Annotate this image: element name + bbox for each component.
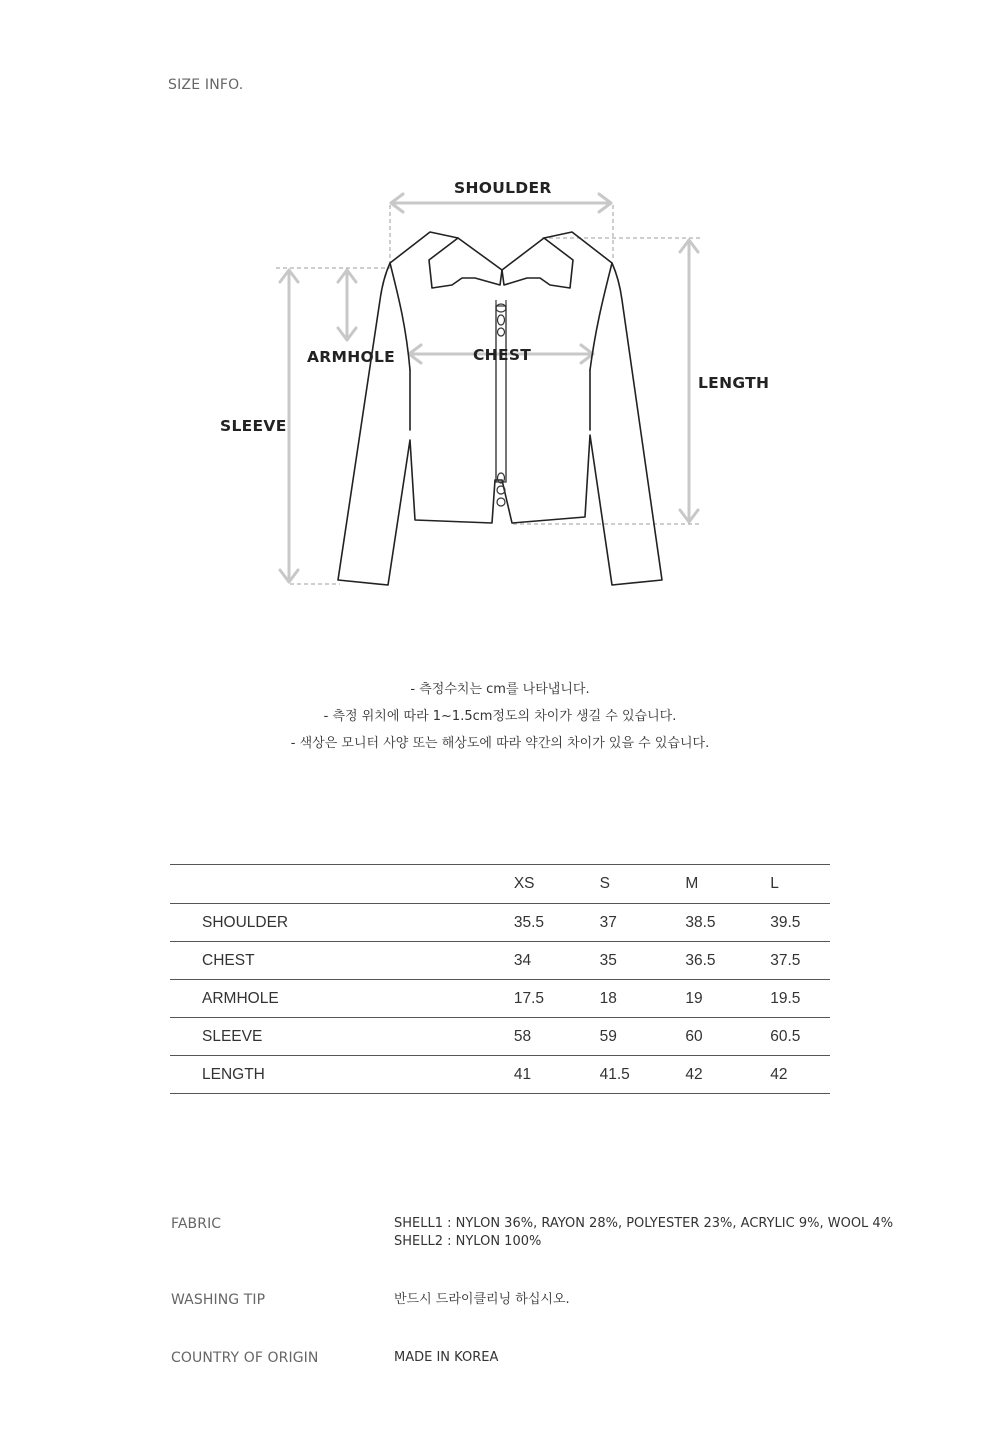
row-label: SHOULDER [170, 904, 514, 942]
table-cell: 60 [685, 1018, 770, 1056]
table-cell: 37 [600, 904, 686, 942]
header-cell: L [770, 865, 830, 904]
fabric-line-2: SHELL2 : NYLON 100% [394, 1234, 542, 1249]
table-cell: 35.5 [514, 904, 600, 942]
note-line: - 측정 위치에 따라 1~1.5cm정도의 차이가 생길 수 있습니다. [323, 709, 677, 724]
row-label: CHEST [170, 942, 514, 980]
note-line: - 측정수치는 cm를 나타냅니다. [410, 682, 590, 697]
table-row [170, 942, 830, 980]
section-title: SIZE INFO. [168, 77, 244, 93]
shoulder-label: SHOULDER [454, 179, 552, 197]
table-cell: 17.5 [514, 980, 600, 1018]
size-table [170, 864, 830, 1094]
country-of-origin-label: COUNTRY OF ORIGIN [171, 1350, 319, 1366]
table-cell: 18 [600, 980, 686, 1018]
fabric-line-1: SHELL1 : NYLON 36%, RAYON 28%, POLYESTER 23%, ACRYLIC 9%, WOOL 4% [394, 1216, 894, 1231]
table-row [170, 980, 830, 1018]
fabric-value [394, 1215, 893, 1251]
table-cell: 39.5 [770, 904, 830, 942]
note-line: - 색상은 모니터 사양 또는 해상도에 따라 약간의 차이가 있을 수 있습니다. [290, 736, 710, 751]
table-cell: 58 [514, 1018, 600, 1056]
table-cell: 38.5 [685, 904, 770, 942]
table-cell: 41.5 [600, 1056, 686, 1094]
table-cell: 35 [600, 942, 686, 980]
fabric-label: FABRIC [171, 1216, 222, 1232]
row-label: SLEEVE [170, 1018, 514, 1056]
length-label: LENGTH [698, 374, 770, 392]
armhole-label: ARMHOLE [307, 348, 396, 366]
chest-label: CHEST [473, 346, 532, 364]
table-header-row [170, 865, 830, 904]
washing-tip-value: 반드시 드라이클리닝 하십시오. [394, 1292, 570, 1307]
table-cell: 36.5 [685, 942, 770, 980]
size-diagram [200, 160, 800, 610]
measurement-notes [0, 681, 1000, 762]
table-cell: 42 [685, 1056, 770, 1094]
header-cell: M [685, 865, 770, 904]
row-label: LENGTH [170, 1056, 514, 1094]
table-cell: 34 [514, 942, 600, 980]
country-of-origin-value: MADE IN KOREA [394, 1350, 499, 1365]
table-cell: 19.5 [770, 980, 830, 1018]
header-cell [170, 865, 514, 904]
table-cell: 60.5 [770, 1018, 830, 1056]
table-row [170, 1018, 830, 1056]
table-cell: 41 [514, 1056, 600, 1094]
sleeve-label: SLEEVE [220, 417, 287, 435]
header-cell: XS [514, 865, 600, 904]
table-row [170, 1056, 830, 1094]
washing-tip-label: WASHING TIP [171, 1292, 266, 1308]
header-cell: S [600, 865, 686, 904]
table-row [170, 904, 830, 942]
table-cell: 37.5 [770, 942, 830, 980]
table-cell: 19 [685, 980, 770, 1018]
row-label: ARMHOLE [170, 980, 514, 1018]
table-cell: 59 [600, 1018, 686, 1056]
table-cell: 42 [770, 1056, 830, 1094]
